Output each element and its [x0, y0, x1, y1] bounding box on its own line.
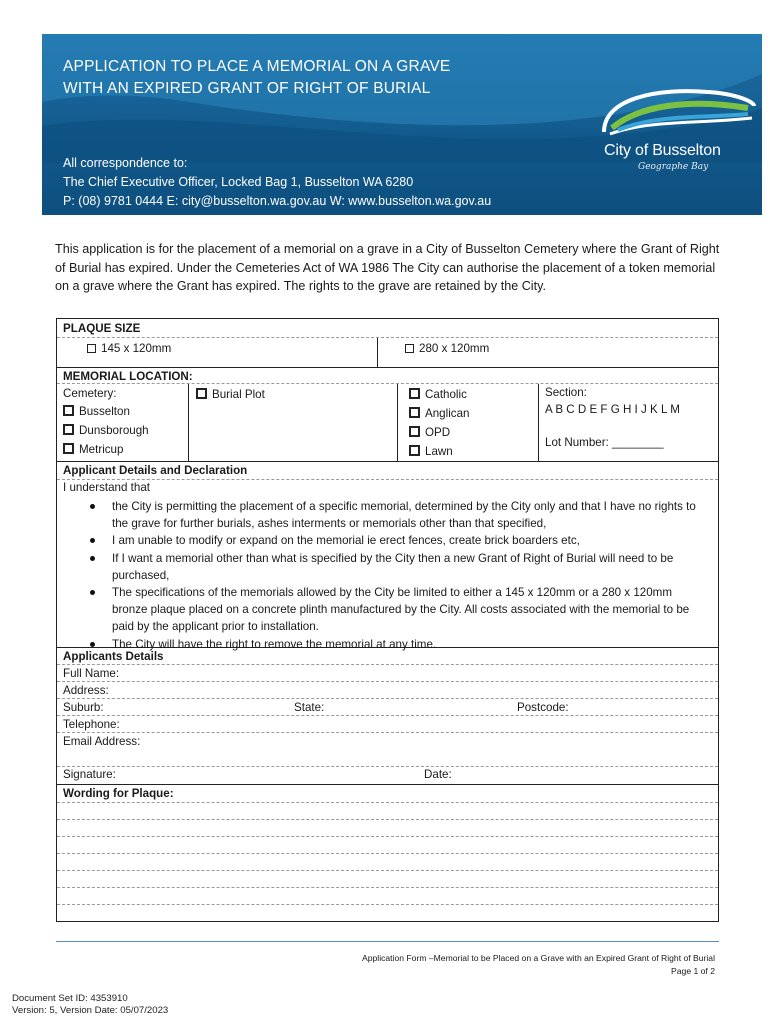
state-label: State:	[294, 701, 325, 714]
header-banner	[42, 34, 762, 215]
footer-divider	[56, 941, 719, 942]
plaque-option-145[interactable]	[87, 342, 171, 355]
section-lawn[interactable]	[409, 445, 453, 458]
declaration-item: If I want a memorial other than what is specified by the City then a new Grant of Right of Burial will need to be purchased,	[57, 550, 718, 584]
checkbox-icon	[409, 407, 420, 418]
lot-number-field[interactable]: Lot Number: ________	[545, 436, 664, 449]
contact-block	[63, 154, 491, 211]
plaque-option-280-label: 280 x 120mm	[419, 342, 490, 355]
declaration-item: The City will have the right to remove the memorial at any time.	[57, 636, 718, 653]
checkbox-icon	[409, 388, 420, 399]
declaration-intro: I understand that	[63, 481, 151, 494]
form-title	[63, 56, 450, 100]
memorial-location-heading: MEMORIAL LOCATION:	[63, 370, 193, 383]
plaque-size-header-row	[57, 319, 718, 338]
wording-line[interactable]	[57, 837, 718, 854]
column-divider	[188, 384, 189, 461]
email-label: Email Address:	[63, 735, 141, 748]
document-version: Version: 5, Version Date: 05/07/2023	[12, 1005, 169, 1016]
declaration-list	[57, 498, 718, 653]
declaration-item: The specifications of the memorials allowed by the City be limited to either a 145 x 120mm or a 280 x 120mm bronze plaque placed on a concrete plinth manufactured by the City. All costs associated with the memorial to be paid by the applicant prior to installation.	[57, 584, 718, 636]
burial-plot-label: Burial Plot	[212, 388, 265, 401]
footer-page-number: Page 1 of 2	[671, 966, 715, 976]
plaque-size-heading: PLAQUE SIZE	[63, 322, 141, 335]
intro-paragraph: This application is for the placement of a memorial on a grave in a City of Busselton Cemetery where the Grant of Right of Burial has expired. Under the Cemeteries Act of WA 1986 The City can authorise the placement of a token memorial on a grave where the Grant has expired. The rights to the grave are retained by the City.	[55, 242, 720, 293]
wording-line[interactable]	[57, 854, 718, 871]
declaration-item: I am unable to modify or expand on the memorial ie erect fences, create brick boarders etc,	[57, 532, 718, 549]
form-title-line2: WITH AN EXPIRED GRANT OF RIGHT OF BURIAL	[63, 80, 431, 97]
email-row[interactable]	[57, 733, 718, 767]
checkbox-icon	[409, 445, 420, 456]
full-name-label: Full Name:	[63, 667, 120, 680]
declaration-item: the City is permitting the placement of a specific memorial, determined by the City only and that I have no rights to the grave for further burials, ashes interments or memorials other than that specified,	[57, 498, 718, 532]
column-divider	[377, 338, 378, 367]
cemetery-metricup[interactable]	[63, 443, 123, 456]
plaque-option-145-label: 145 x 120mm	[101, 342, 172, 355]
logo-tagline: Geographe Bay	[638, 162, 709, 172]
suburb-label: Suburb:	[63, 701, 104, 714]
declaration-heading: Applicant Details and Declaration	[63, 464, 248, 477]
section-lawn-label: Lawn	[425, 445, 453, 458]
checkbox-icon	[63, 424, 74, 435]
address-label: Address:	[63, 684, 109, 697]
date-label: Date:	[424, 768, 452, 781]
logo-name: City of Busselton	[604, 142, 721, 159]
footer-form-title: Application Form –Memorial to be Placed on a Grave with an Expired Grant of Right of Burial	[362, 953, 715, 963]
checkbox-icon	[63, 443, 74, 454]
footer	[362, 952, 715, 978]
wording-line[interactable]	[57, 803, 718, 820]
wording-header-row	[57, 785, 718, 803]
signature-label: Signature:	[63, 768, 116, 781]
wording-line[interactable]	[57, 871, 718, 888]
contact-heading: All correspondence to:	[63, 156, 188, 170]
cemetery-dunsborough[interactable]	[63, 424, 149, 437]
wording-line[interactable]	[57, 820, 718, 837]
cemetery-busselton-label: Busselton	[79, 405, 130, 418]
plaque-option-280[interactable]	[405, 342, 489, 355]
applicant-header-row	[57, 648, 718, 665]
section-catholic-label: Catholic	[425, 388, 467, 401]
cemetery-busselton[interactable]	[63, 405, 130, 418]
wording-line[interactable]	[57, 888, 718, 905]
section-anglican[interactable]	[409, 407, 469, 420]
declaration-body	[57, 480, 718, 651]
checkbox-icon	[63, 405, 74, 416]
plaque-size-options-row	[57, 338, 718, 368]
section-letters[interactable]: A B C D E F G H I J K L M	[545, 403, 680, 416]
application-form	[56, 318, 719, 922]
section-opd-label: OPD	[425, 426, 451, 439]
cemetery-metricup-label: Metricup	[79, 443, 124, 456]
contact-address: The Chief Executive Officer, Locked Bag 1, Busselton WA 6280	[63, 175, 414, 189]
contact-details: P: (08) 9781 0444 E: city@busselton.wa.gov.au W: www.busselton.wa.gov.au	[63, 194, 492, 208]
telephone-label: Telephone:	[63, 718, 120, 731]
logo-mark-icon	[598, 84, 758, 144]
full-name-row[interactable]	[57, 665, 718, 682]
column-divider	[538, 384, 539, 461]
cemetery-dunsborough-label: Dunsborough	[79, 424, 149, 437]
document-set-id: Document Set ID: 4353910	[12, 993, 128, 1004]
declaration-header-row	[57, 462, 718, 480]
applicant-heading: Applicants Details	[63, 650, 164, 663]
checkbox-icon	[196, 388, 207, 399]
section-catholic[interactable]	[409, 388, 467, 401]
checkbox-icon	[405, 344, 414, 353]
checkbox-icon	[409, 426, 420, 437]
suburb-row[interactable]	[57, 699, 718, 716]
city-logo	[598, 84, 758, 176]
memorial-location-row	[57, 384, 718, 462]
section-label: Section:	[545, 386, 587, 399]
postcode-label: Postcode:	[517, 701, 569, 714]
document-metadata	[12, 993, 168, 1017]
telephone-row[interactable]	[57, 716, 718, 733]
column-divider	[397, 384, 398, 461]
checkbox-icon	[87, 344, 96, 353]
cemetery-label: Cemetery:	[63, 387, 117, 400]
burial-plot-option[interactable]	[196, 388, 265, 401]
wording-heading: Wording for Plaque:	[63, 787, 174, 800]
signature-row[interactable]	[57, 767, 718, 785]
address-row[interactable]	[57, 682, 718, 699]
section-anglican-label: Anglican	[425, 407, 470, 420]
memorial-location-header-row	[57, 368, 718, 384]
form-title-line1: APPLICATION TO PLACE A MEMORIAL ON A GRAVE	[63, 58, 451, 75]
section-opd[interactable]	[409, 426, 450, 439]
